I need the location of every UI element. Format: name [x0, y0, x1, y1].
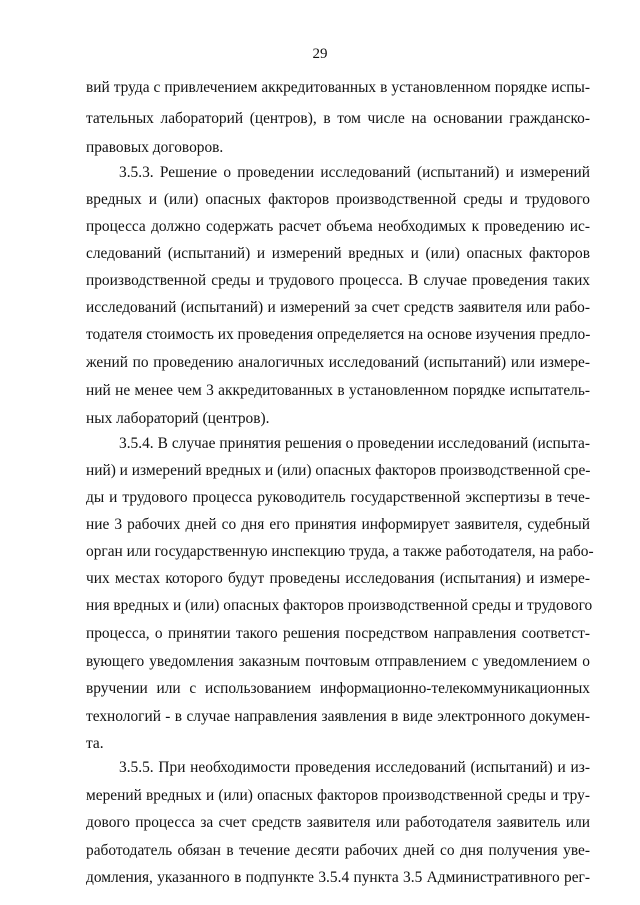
- text-line: тодателя стоимость их проведения определяется на основе изучения предло-: [86, 326, 591, 343]
- text-line: производственной среды и трудового процесса. В случае проведения таких: [86, 272, 590, 289]
- text-line: процесса должно содержать расчет объема необходимых к проведению ис-: [86, 218, 590, 235]
- text-line: вредных и (или) опасных факторов производственной среды и трудового: [86, 191, 590, 208]
- text-line: правовых договоров.: [86, 139, 224, 156]
- text-line: жений по проведению аналогичных исследований (испытаний) или измере-: [86, 354, 590, 371]
- text-line: чих местах которого будут проведены исследования (испытания) и измере-: [86, 570, 590, 587]
- text-line: ды и трудового процесса руководитель государственной экспертизы в тече-: [86, 489, 590, 506]
- text-line: домления, указанного в подпункте 3.5.4 пункта 3.5 Административного рег-: [86, 869, 590, 886]
- text-line: ных лабораторий (центров).: [86, 410, 270, 427]
- text-line: вующего уведомления заказным почтовым отправлением с уведомлением о: [86, 653, 590, 670]
- page-number: 29: [312, 46, 328, 62]
- text-line: мерений вредных и (или) опасных факторов производственной среды и тру-: [86, 787, 590, 804]
- text-line: процесса, о принятии такого решения посредством направления соответст-: [86, 625, 590, 642]
- text-line: технологий - в случае направления заявления в виде электронного докумен-: [86, 708, 590, 725]
- text-line: ния вредных и (или) опасных факторов производственной среды и трудового: [86, 597, 593, 614]
- text-line: та.: [86, 735, 104, 752]
- text-line: 3.5.3. Решение о проведении исследований (испытаний) и измерений: [119, 164, 590, 181]
- text-line: дового процесса за счет средств заявителя или работодателя заявитель или: [86, 814, 590, 831]
- text-line: 3.5.4. В случае принятия решения о проведении исследований (испыта-: [119, 435, 590, 452]
- text-line: вий труда с привлечением аккредитованных в установленном порядке испы-: [86, 79, 590, 96]
- text-line: ний) и измерений вредных и (или) опасных факторов производственной сре-: [86, 462, 591, 479]
- text-line: 3.5.5. При необходимости проведения исследований (испытаний) и из-: [119, 759, 590, 776]
- text-line: тательных лабораторий (центров), в том числе на основании гражданско-: [86, 110, 590, 127]
- text-line: исследований (испытаний) и измерений за счет средств заявителя или рабо-: [86, 299, 590, 316]
- text-line: ние 3 рабочих дней со дня его принятия информирует заявителя, судебный: [86, 516, 590, 533]
- text-line: работодатель обязан в течение десяти рабочих дней со дня получения уве-: [86, 842, 590, 859]
- text-line: вручении или с использованием информационно-телекоммуникационных: [86, 680, 590, 697]
- text-line: орган или государственную инспекцию труда, а также работодателя, на рабо-: [86, 543, 594, 560]
- text-line: ний не менее чем 3 аккредитованных в установленном порядке испытатель-: [86, 382, 590, 399]
- text-line: следований (испытаний) и измерений вредных и (или) опасных факторов: [86, 245, 590, 262]
